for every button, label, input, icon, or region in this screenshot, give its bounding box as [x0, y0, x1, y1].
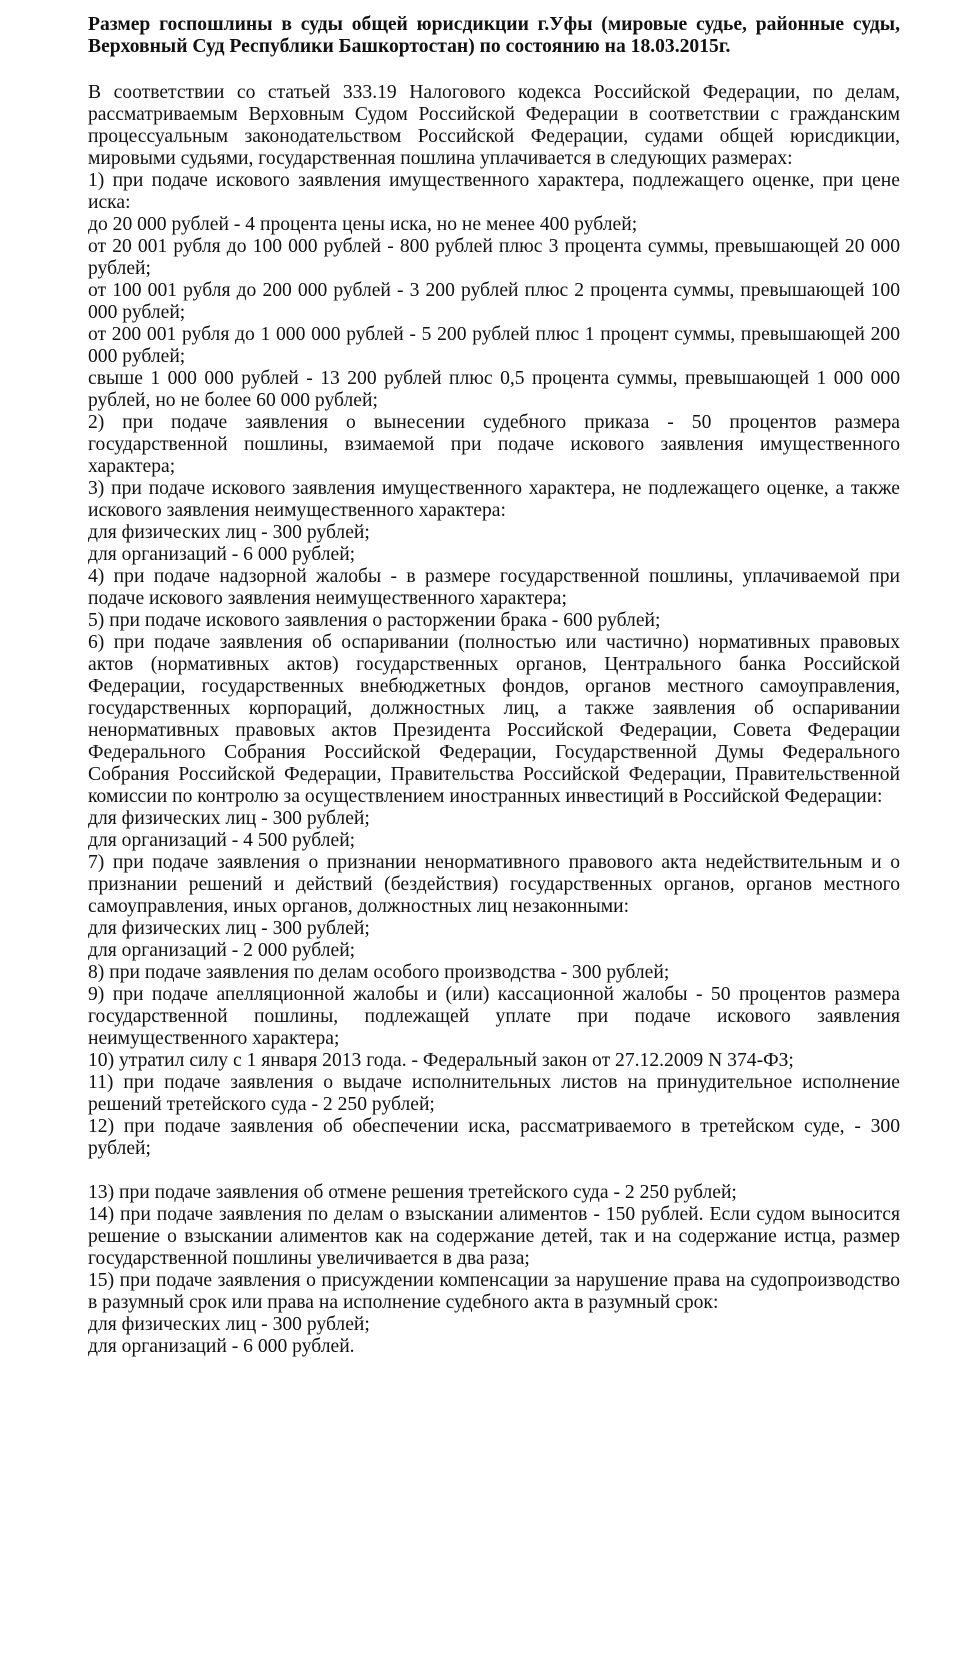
paragraph-14: 14) при подаче заявления по делам о взыскании алиментов - 150 рублей. Если судом выносится решение о взыскании алиментов как на содержание детей, так и на содержание истца, размер государственной пошлины увеличивается в два раза;	[88, 1204, 900, 1269]
paragraph-gap	[88, 1160, 900, 1182]
paragraph-6-individuals: для физических лиц - 300 рублей;	[88, 808, 370, 829]
paragraph-1-tier-1: до 20 000 рублей - 4 процента цены иска, но не менее 400 рублей;	[88, 214, 638, 235]
paragraph-1-tier-5: свыше 1 000 000 рублей - 13 200 рублей плюс 0,5 процента суммы, превышающей 1 000 000 рублей, но не более 60 000 рублей;	[88, 368, 900, 411]
paragraph-3-individuals: для физических лиц - 300 рублей;	[88, 522, 370, 543]
paragraph-15-organizations: для организаций - 6 000 рублей.	[88, 1336, 355, 1357]
paragraph-6: 6) при подаче заявления об оспаривании (полностью или частично) нормативных правовых актов (нормативных актов) государственных органов, Центрального банка Российской Федерации, государственных внебюджетных фондов, органов местного самоуправления, государственных корпораций, должностных лиц, а также заявления об оспаривании ненормативных правовых актов Президента Российской Федерации, Совета Федерации Федерального Собрания Российской Федерации, Государственной Думы Федерального Собрания Российской Федерации, Правительства Российской Федерации, Правительственной комиссии по контролю за осуществлением иностранных инвестиций в Российской Федерации:	[88, 632, 900, 807]
paragraph-9: 9) при подаче апелляционной жалобы и (или) кассационной жалобы - 50 процентов размера государственной пошлины, подлежащей уплате при подаче искового заявления неимущественного характера;	[88, 984, 900, 1049]
paragraph-3: 3) при подаче искового заявления имущественного характера, не подлежащего оценке, а также искового заявления неимущественного характера:	[88, 478, 900, 521]
paragraph-4: 4) при подаче надзорной жалобы - в размере государственной пошлины, уплачиваемой при подаче искового заявления неимущественного характера;	[88, 566, 900, 609]
paragraph-1-intro: 1) при подаче искового заявления имущественного характера, подлежащего оценке, при цене иска:	[88, 170, 900, 213]
paragraph-1-tier-3: от 100 001 рубля до 200 000 рублей - 3 200 рублей плюс 2 процента суммы, превышающей 100 000 рублей;	[88, 280, 900, 323]
paragraph-11: 11) при подаче заявления о выдаче исполнительных листов на принудительное исполнение решений третейского суда - 2 250 рублей;	[88, 1072, 900, 1115]
paragraph-15-individuals: для физических лиц - 300 рублей;	[88, 1314, 370, 1335]
paragraph-10: 10) утратил силу с 1 января 2013 года. - Федеральный закон от 27.12.2009 N 374-ФЗ;	[88, 1050, 794, 1071]
paragraph-7: 7) при подаче заявления о признании ненормативного правового акта недействительным и о признании решений и действий (бездействия) государственных органов, органов местного самоуправления, иных органов, должностных лиц незаконными:	[88, 852, 900, 917]
paragraph-12: 12) при подаче заявления об обеспечении иска, рассматриваемого в третейском суде, - 300 рублей;	[88, 1116, 900, 1159]
document-intro: В соответствии со статьей 333.19 Налогового кодекса Российской Федерации, по делам, рассматриваемым Верховным Судом Российской Федерации в соответствии с гражданским процессуальным законодательством Российской Федерации, судами общей юрисдикции, мировыми судьями, государственная пошлина уплачивается в следующих размерах:	[88, 82, 900, 169]
paragraph-3-organizations: для организаций - 6 000 рублей;	[88, 544, 356, 565]
paragraph-8: 8) при подаче заявления по делам особого производства - 300 рублей;	[88, 962, 670, 983]
paragraph-7-individuals: для физических лиц - 300 рублей;	[88, 918, 370, 939]
paragraph-5: 5) при подаче искового заявления о расторжении брака - 600 рублей;	[88, 610, 661, 631]
paragraph-1-tier-2: от 20 001 рубля до 100 000 рублей - 800 рублей плюс 3 процента суммы, превышающей 20 000 рублей;	[88, 236, 900, 279]
paragraph-7-organizations: для организаций - 2 000 рублей;	[88, 940, 356, 961]
paragraph-15: 15) при подаче заявления о присуждении компенсации за нарушение права на судопроизводство в разумный срок или права на исполнение судебного акта в разумный срок:	[88, 1270, 900, 1313]
paragraph-1-tier-4: от 200 001 рубля до 1 000 000 рублей - 5 200 рублей плюс 1 процент суммы, превышающей 200 000 рублей;	[88, 324, 900, 367]
paragraph-2: 2) при подаче заявления о вынесении судебного приказа - 50 процентов размера государственной пошлины, взимаемой при подаче искового заявления имущественного характера;	[88, 412, 900, 477]
paragraph-6-organizations: для организаций - 4 500 рублей;	[88, 830, 356, 851]
document-title: Размер госпошлины в суды общей юрисдикции г.Уфы (мировые судье, районные суды, Верховный Суд Республики Башкортостан) по состоянию на 18.03.2015г.	[88, 14, 900, 57]
document-page	[88, 14, 900, 1358]
paragraph-13: 13) при подаче заявления об отмене решения третейского суда - 2 250 рублей;	[88, 1182, 737, 1203]
